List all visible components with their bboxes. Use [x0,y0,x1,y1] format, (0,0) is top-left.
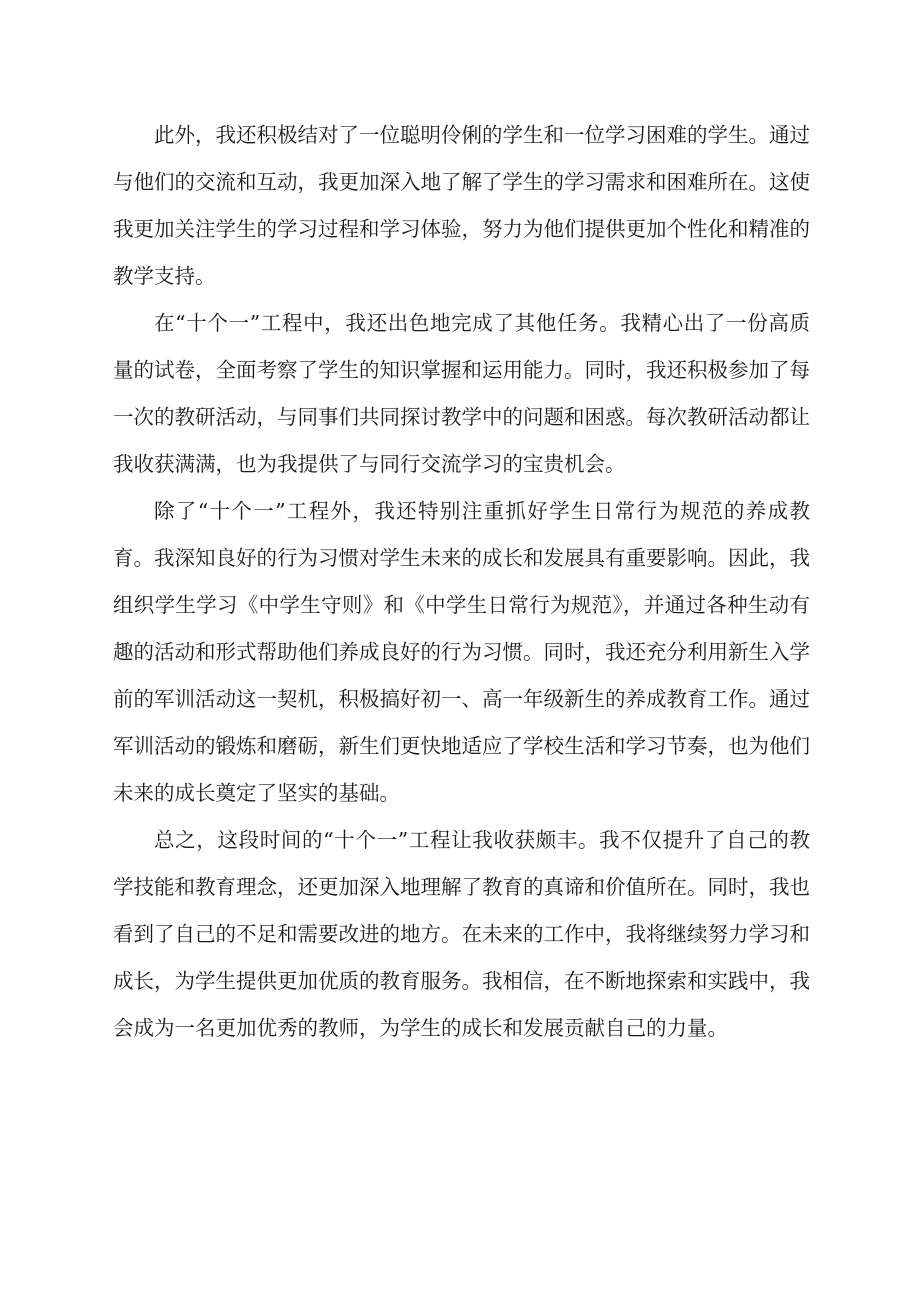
paragraph-behavior-education: 除了“十个一”工程外，我还特别注重抓好学生日常行为规范的养成教育。我深知良好的行为习惯对学生未来的成长和发展具有重要影响。因此，我组织学生学习《中学生守则》和《中学生日常行为规范》，并通过各种生动有趣的活动和形式帮助他们养成良好的行为习惯。同时，我还充分利用新生入学前的军训活动这一契机，积极搞好初一、高一年级新生的养成教育工作。通过军训活动的锻炼和磨砺，新生们更快地适应了学校生活和学习节奏，也为他们未来的成长奠定了坚实的基础。 [113,499,810,805]
document-body [113,112,810,1052]
paragraph-conclusion: 总之，这段时间的“十个一”工程让我收获颇丰。我不仅提升了自己的教学技能和教育理念，还更加深入地理解了教育的真谛和价值所在。同时，我也看到了自己的不足和需要改进的地方。在未来的工作中，我将继续努力学习和成长，为学生提供更加优质的教育服务。我相信，在不断地探索和实践中，我会成为一名更加优秀的教师，为学生的成长和发展贡献自己的力量。 [113,828,810,1040]
paragraph-pairing-students: 此外，我还积极结对了一位聪明伶俐的学生和一位学习困难的学生。通过与他们的交流和互动，我更加深入地了解了学生的学习需求和困难所在。这使我更加关注学生的学习过程和学习体验，努力为他们提供更加个性化和精准的教学支持。 [113,123,810,288]
paragraph-other-tasks: 在“十个一”工程中，我还出色地完成了其他任务。我精心出了一份高质量的试卷，全面考察了学生的知识掌握和运用能力。同时，我还积极参加了每一次的教研活动，与同事们共同探讨教学中的问题和困惑。每次教研活动都让我收获满满，也为我提供了与同行交流学习的宝贵机会。 [113,311,810,476]
